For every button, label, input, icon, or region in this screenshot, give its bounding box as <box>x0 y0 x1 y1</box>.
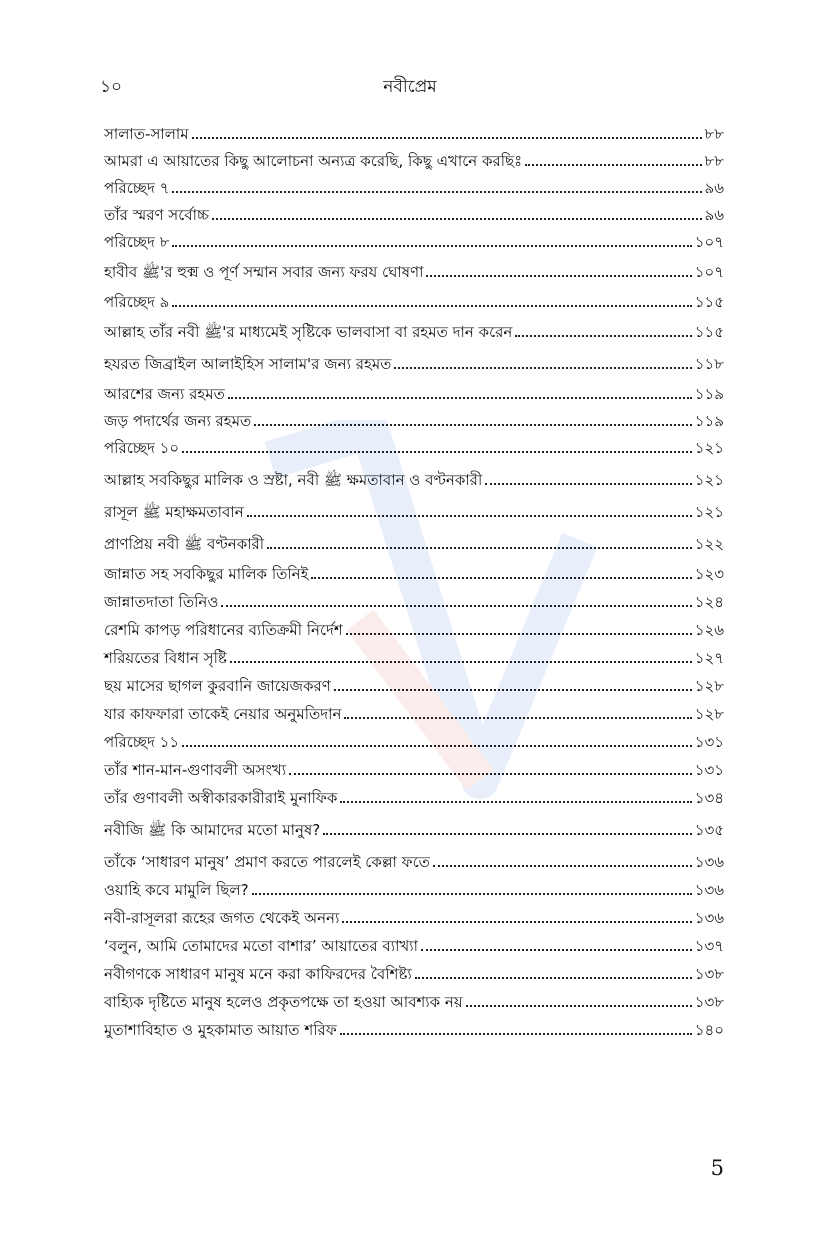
toc-entry[interactable] <box>104 560 724 584</box>
dot-leader <box>247 515 692 517</box>
toc-entry-title: হযরত জিব্রাইল আলাইহিস সালাম'র জন্য রহমত <box>104 355 392 373</box>
toc-entry-title: তাঁর স্মরণ সর্বোচ্চ <box>104 206 209 224</box>
toc-entry-title: পরিচ্ছেদ ১০ <box>104 439 180 457</box>
toc-entry-page: ১২৭ <box>694 649 724 667</box>
toc-entry-title: জান্নাতদাতা তিনিও <box>104 593 219 611</box>
toc-entry[interactable] <box>104 434 724 458</box>
dot-leader <box>515 335 691 337</box>
dot-leader <box>340 1033 692 1035</box>
dot-leader <box>267 547 692 549</box>
toc-entry[interactable] <box>104 644 724 668</box>
toc-entry-title: প্রাণপ্রিয় নবী ﷺ বণ্টনকারী <box>104 535 265 553</box>
toc-entry[interactable] <box>104 728 724 752</box>
toc-entry[interactable] <box>104 530 724 554</box>
toc-entry-page: ১৩৬ <box>694 853 724 871</box>
toc-entry-page: ১১৯ <box>694 385 724 403</box>
page-header <box>100 74 720 98</box>
toc-entry[interactable] <box>104 700 724 724</box>
toc-entry-title: তাঁর গুণাবলী অস্বীকারকারীরাই মুনাফিক <box>104 789 338 807</box>
footer-page-number: 5 <box>710 1156 724 1180</box>
toc-entry-title: আরশের জন্য রহমত <box>104 385 225 403</box>
toc-entry[interactable] <box>104 904 724 928</box>
toc-entry-page: ১৩৮ <box>694 993 724 1011</box>
toc-entry-page: ১২৮ <box>694 705 724 723</box>
toc-entry[interactable] <box>104 120 724 144</box>
toc-entry-page: ১১৮ <box>694 355 724 373</box>
toc-entry[interactable] <box>104 147 724 171</box>
toc-entry-page: ১২১ <box>694 503 724 521</box>
dot-leader <box>182 745 692 747</box>
toc-entry-page: ১১৫ <box>694 293 724 311</box>
toc-entry-page: ৮৮ <box>704 152 724 170</box>
toc-entry-title: রেশমি কাপড় পরিধানের ব্যতিক্রমী নির্দেশ <box>104 621 343 639</box>
toc-entry-title: পরিচ্ছেদ ১১ <box>104 733 180 751</box>
toc-entry-title: নবী-রাসূলরা রূহের জগত থেকেই অনন্য <box>104 909 340 927</box>
toc-entry-title: তাঁকে ‘সাধারণ মানুষ’ প্রমাণ করতে পারলেই কেল্লা ফতে <box>104 853 430 871</box>
dot-leader <box>172 245 691 247</box>
toc-entry-page: ১১৫ <box>694 323 724 341</box>
toc-entry[interactable] <box>104 816 724 840</box>
dot-leader <box>394 367 691 369</box>
dot-leader <box>172 191 701 193</box>
toc-entry-title: জড় পদার্থের জন্য রহমত <box>104 412 252 430</box>
toc-entry-page: ১৪০ <box>694 1021 724 1039</box>
toc-entry-page: ১২২ <box>694 535 724 553</box>
toc-entry-page: ১৩১ <box>694 733 724 751</box>
toc-entry-title: ছয় মাসের ছাগল কুরবানি জায়েজকরণ <box>104 677 331 695</box>
toc-entry-page: ১৩৮ <box>694 965 724 983</box>
dot-leader <box>415 977 692 979</box>
toc-entry-page: ৯৬ <box>704 179 724 197</box>
toc-entry-title: আল্লাহ সবকিছুর মালিক ও স্রষ্টা, নবী ﷺ ক্ষমতাবান ও বণ্টনকারী <box>104 471 483 489</box>
toc-entry[interactable] <box>104 288 724 312</box>
dot-leader <box>230 661 692 663</box>
toc-entry[interactable] <box>104 174 724 198</box>
toc-entry-title: তাঁর শান-মান-গুণাবলী অসংখ্য <box>104 761 287 779</box>
dot-leader <box>252 893 692 895</box>
toc-entry-page: ১২৪ <box>694 593 724 611</box>
toc-entry-page: ১৩৬ <box>694 909 724 927</box>
toc-entry-page: ১৩৫ <box>694 821 724 839</box>
toc-entry-title: হাবীব ﷺ'র হুক্ম ও পূর্ণ সম্মান সবার জন্য ফরয ঘোষণা <box>104 263 424 281</box>
toc-entry-title: আমরা এ আয়াতের কিছু আলোচনা অন্যত্র করেছি, কিছু এখানে করছিঃ <box>104 152 523 170</box>
toc-entry-title: আল্লাহ তাঁর নবী ﷺ'র মাধ্যমেই সৃষ্টিকে ভালবাসা বা রহমত দান করেন <box>104 323 513 341</box>
dot-leader <box>228 397 692 399</box>
toc-entry[interactable] <box>104 201 724 225</box>
dot-leader <box>340 801 691 803</box>
toc-entry-title: ওয়াহি কবে মামুলি ছিল? <box>104 881 249 899</box>
toc-entry[interactable] <box>104 988 724 1012</box>
toc-entry-title: পরিচ্ছেদ ৭ <box>104 179 170 197</box>
toc-entry[interactable] <box>104 932 724 956</box>
toc-entry[interactable] <box>104 588 724 612</box>
toc-entry[interactable] <box>104 498 724 522</box>
toc-entry-title: বাহ্যিক দৃষ্টিতে মানুষ হলেও প্রকৃতপক্ষে তা হওয়া আবশ্যক নয় <box>104 993 463 1011</box>
dot-leader <box>433 865 692 867</box>
toc-entry[interactable] <box>104 756 724 780</box>
toc-entry[interactable] <box>104 350 724 374</box>
toc-entry[interactable] <box>104 960 724 984</box>
dot-leader <box>192 137 702 139</box>
toc-entry[interactable] <box>104 616 724 640</box>
toc-entry-page: ৮৮ <box>704 125 724 143</box>
toc-entry[interactable] <box>104 672 724 696</box>
toc-entry-title: পরিচ্ছেদ ৯ <box>104 293 170 311</box>
dot-leader <box>254 424 692 426</box>
toc-entry-title: শরিয়তের বিধান সৃষ্টি <box>104 649 227 667</box>
toc-entry[interactable] <box>104 466 724 490</box>
dot-leader <box>311 577 691 579</box>
toc-entry-title: নবীগণকে সাধারণ মানুষ মনে করা কাফিরদের বৈশিষ্ট্য <box>104 965 412 983</box>
dot-leader <box>342 921 691 923</box>
dot-leader <box>221 605 691 607</box>
dot-leader <box>466 1005 692 1007</box>
toc-entry-title: রাসূল ﷺ মহাক্ষমতাবান <box>104 503 244 521</box>
dot-leader <box>182 451 692 453</box>
toc-entry-title: নবীজি ﷺ কি আমাদের মতো মানুষ? <box>104 821 321 839</box>
toc-entry[interactable] <box>104 318 724 342</box>
toc-entry[interactable] <box>104 784 724 808</box>
toc-entry-page: ১৩৪ <box>694 789 724 807</box>
dot-leader <box>323 833 692 835</box>
book-title: নবীপ্রেম <box>383 77 437 97</box>
toc-entry[interactable] <box>104 380 724 404</box>
dot-leader <box>334 689 692 691</box>
toc-entry[interactable] <box>104 407 724 431</box>
toc-entry-page: ১২৮ <box>694 677 724 695</box>
toc-entry-page: ১৩৭ <box>694 937 724 955</box>
toc-entry-page: ১২৬ <box>694 621 724 639</box>
dot-leader <box>346 633 692 635</box>
toc-entry-page: ১৩১ <box>694 761 724 779</box>
toc-entry[interactable] <box>104 1016 724 1040</box>
header-page-label: ১০ <box>100 77 123 97</box>
toc-entry-title: পরিচ্ছেদ ৮ <box>104 233 170 251</box>
toc-entry[interactable] <box>104 258 724 282</box>
toc-entry-title: জান্নাত সহ সবকিছুর মালিক তিনিই <box>104 565 309 583</box>
dot-leader <box>485 483 692 485</box>
toc-entry-title: মুতাশাবিহাত ও মুহকামাত আয়াত শরিফ <box>104 1021 337 1039</box>
dot-leader <box>525 164 701 166</box>
toc-entry-title: ‘বলুন, আমি তোমাদের মতো বাশার’ আয়াতের ব্যাখ্যা <box>104 937 418 955</box>
dot-leader <box>344 717 691 719</box>
toc-entry[interactable] <box>104 228 724 252</box>
dot-leader <box>212 218 702 220</box>
toc-entry-page: ১২১ <box>694 471 724 489</box>
toc-entry-page: ১৩৬ <box>694 881 724 899</box>
toc-entry-page: ১০৭ <box>694 233 724 251</box>
toc-entry[interactable] <box>104 848 724 872</box>
dot-leader <box>426 275 691 277</box>
toc-entry-page: ১১৯ <box>694 412 724 430</box>
dot-leader <box>172 305 691 307</box>
toc-entry-page: ১২৩ <box>694 565 724 583</box>
toc-entry[interactable] <box>104 876 724 900</box>
dot-leader <box>421 949 692 951</box>
toc-entry-page: ৯৬ <box>704 206 724 224</box>
toc-entry-title: সালাত-সালাম <box>104 125 189 143</box>
toc-entry-page: ১০৭ <box>694 263 724 281</box>
toc-entry-page: ১২১ <box>694 439 724 457</box>
dot-leader <box>289 773 692 775</box>
toc-entry-title: যার কাফফারা তাকেই নেয়ার অনুমতিদান <box>104 705 342 723</box>
